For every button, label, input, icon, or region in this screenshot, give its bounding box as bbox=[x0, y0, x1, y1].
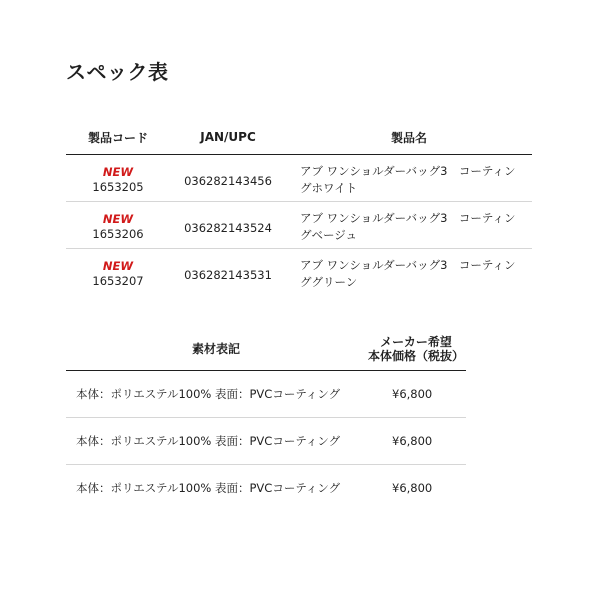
table-row bbox=[66, 249, 532, 296]
product-code-cell bbox=[66, 202, 170, 249]
material-spec: 本体：ポリエステル100% 表面：PVCコーティング bbox=[66, 371, 366, 418]
header-material: 素材表記 bbox=[66, 328, 366, 371]
table-row bbox=[66, 371, 466, 418]
table-row bbox=[66, 202, 532, 249]
header-product-code: 製品コード bbox=[66, 120, 170, 155]
new-badge: NEW bbox=[102, 212, 134, 226]
jan-code: 036282143524 bbox=[170, 202, 286, 249]
material-header-row bbox=[66, 328, 466, 371]
product-code: 1653207 bbox=[92, 274, 144, 288]
header-price-line2: 本体価格（税抜） bbox=[367, 349, 464, 363]
price: ¥6,800 bbox=[392, 481, 433, 496]
jan-code: 036282143456 bbox=[170, 155, 286, 202]
price: ¥6,800 bbox=[366, 418, 466, 465]
product-name-line1: アブ ワンショルダーバッグ3 コーティン bbox=[300, 164, 516, 178]
table-row bbox=[66, 418, 466, 465]
product-code: 1653205 bbox=[92, 180, 144, 194]
header-product-name: 製品名 bbox=[286, 120, 532, 155]
product-name-line2: ググリーン bbox=[300, 275, 358, 289]
product-name bbox=[286, 249, 532, 296]
new-badge: NEW bbox=[102, 165, 134, 179]
price: ¥6,800 bbox=[366, 371, 466, 418]
product-name bbox=[286, 202, 532, 249]
product-name-line1: アブ ワンショルダーバッグ3 コーティン bbox=[300, 211, 516, 225]
product-name-line1: アブ ワンショルダーバッグ3 コーティン bbox=[300, 258, 516, 272]
material-spec: 本体：ポリエステル100% 表面：PVCコーティング bbox=[66, 418, 366, 465]
table-row bbox=[66, 465, 466, 512]
product-name-line2: グベージュ bbox=[300, 228, 358, 242]
header-jan-upc: JAN/UPC bbox=[170, 120, 286, 155]
product-name-line2: グホワイト bbox=[300, 181, 358, 195]
product-code: 1653206 bbox=[92, 227, 144, 241]
product-code-cell bbox=[66, 249, 170, 296]
header-price bbox=[366, 328, 466, 371]
table-row bbox=[66, 155, 532, 202]
product-name bbox=[286, 155, 532, 202]
spec-table bbox=[66, 120, 532, 296]
material-spec: 本体：ポリエステル100% 表面：PVCコーティング bbox=[76, 481, 341, 496]
material-table bbox=[66, 328, 466, 512]
page-title: スペック表 bbox=[66, 60, 169, 84]
spec-header-row bbox=[66, 120, 532, 155]
jan-code: 036282143531 bbox=[184, 268, 272, 282]
header-price-line1: メーカー希望 bbox=[380, 335, 452, 349]
new-badge: NEW bbox=[102, 259, 134, 273]
product-code-cell bbox=[66, 155, 170, 202]
